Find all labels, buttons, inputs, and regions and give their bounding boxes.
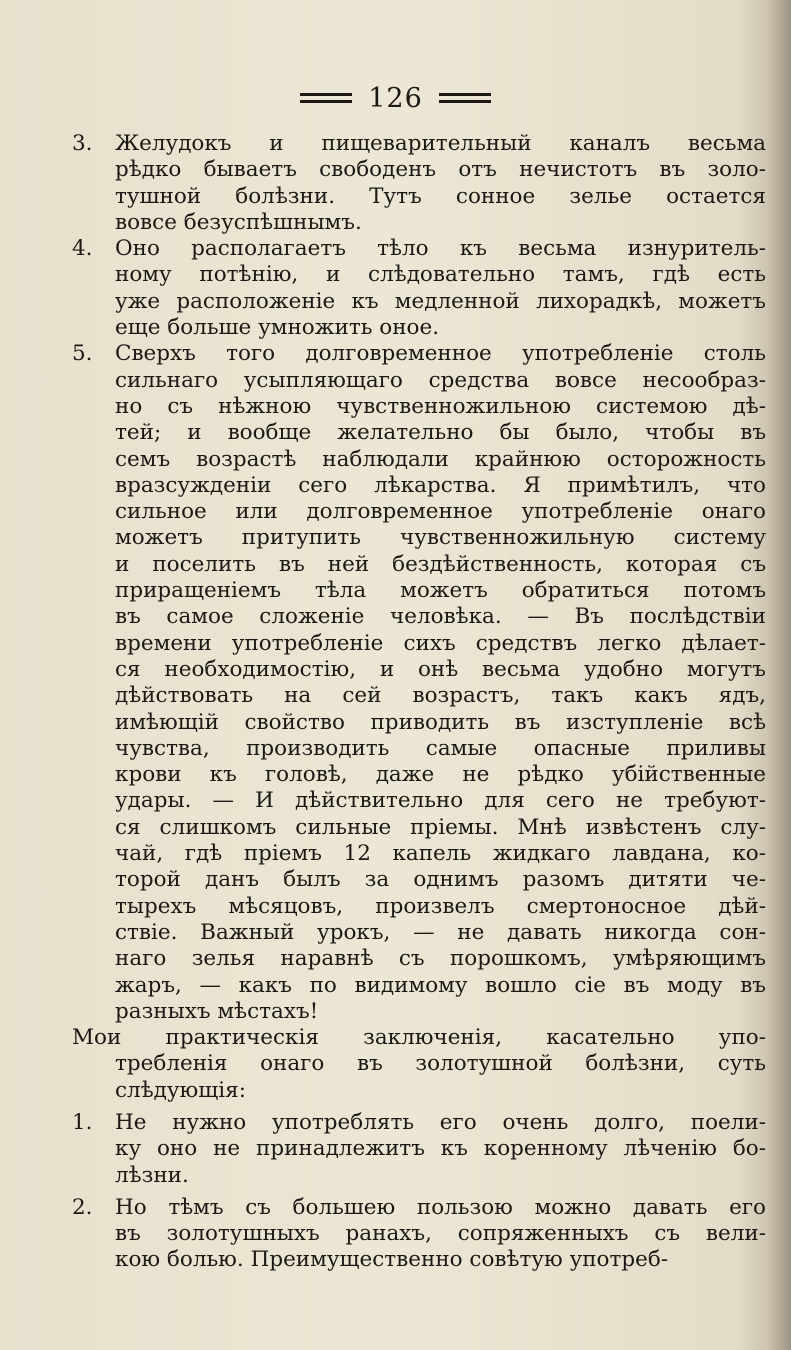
text-line: еще больше умножить оное. — [115, 315, 440, 341]
page-text — [72, 131, 766, 1274]
text-line: вразсужденіи сего лѣкарства. Я примѣтилъ, что — [115, 472, 766, 498]
text-line: въ золотушныхъ ранахъ, сопряженныхъ съ вели- — [115, 1221, 766, 1247]
text-line: ся необходимостію, и онѣ весьма удобно могутъ — [115, 656, 766, 682]
right-ornament-rule — [439, 93, 491, 103]
text-line: ку оно не принадлежитъ къ коренному лѣченію бо- — [115, 1136, 766, 1162]
text-line: вовсе безуспѣшнымъ. — [115, 209, 362, 235]
item-number: 3. — [72, 131, 93, 156]
text-line: Сверхъ того долговременное употребленіе столь — [115, 341, 766, 367]
text-line: можетъ притупить чувственножильную систему — [115, 525, 766, 551]
text-line: удары. — И дѣйствительно для сего не требуют- — [115, 788, 766, 814]
text-line: лѣзни. — [115, 1162, 189, 1188]
text-line: кою болью. Преимущественно совѣтую употреб- — [115, 1247, 669, 1273]
text-line: тушной болѣзни. Тутъ сонное зелье остается — [115, 183, 766, 209]
text-line: слѣдующія: — [115, 1077, 246, 1103]
item-number: 5. — [72, 341, 93, 367]
text-line: чай, гдѣ пріемъ 12 капель жидкаго лавдана, ко- — [115, 841, 766, 867]
numbered-paragraph — [72, 236, 766, 341]
numbered-paragraph — [72, 131, 766, 236]
item-body — [115, 236, 766, 341]
text-line: дѣйствовать на сей возрастъ, такъ какъ ядъ, — [115, 683, 766, 709]
left-ornament-rule — [300, 93, 352, 103]
text-line: сильнаго усыпляющаго средства вовсе несообраз- — [115, 367, 766, 393]
text-line: жаръ, — какъ по видимому вошло сіе въ моду въ — [115, 972, 766, 998]
page-header — [0, 78, 791, 118]
item-number: 1. — [72, 1109, 93, 1135]
item-number: 2. — [72, 1194, 93, 1220]
text-line: Оно располагаетъ тѣло къ весьма изнуритель- — [115, 236, 766, 262]
text-line: ся слишкомъ сильные пріемы. Мнѣ извѣстенъ слу- — [115, 814, 766, 840]
text-line: торой данъ былъ за однимъ разомъ дитяти че- — [115, 867, 766, 893]
conclusion-item — [72, 1195, 766, 1274]
text-line: времени употребленіе сихъ средствъ легко дѣлает- — [115, 630, 766, 656]
text-line: но съ нѣжною чувственножильною системою дѣ- — [115, 393, 766, 419]
text-line: Но тѣмъ съ большею пользою можно давать его — [115, 1194, 766, 1220]
text-line: разныхъ мѣстахъ! — [115, 998, 319, 1024]
text-line: Не нужно употреблять его очень долго, поели- — [115, 1109, 766, 1135]
text-line: тей; и вообще желательно бы было, чтобы въ — [115, 420, 766, 446]
text-line: семъ возрастѣ наблюдали крайнюю осторожность — [115, 446, 766, 472]
conclusion-paragraph — [72, 1025, 766, 1104]
text-line: чувства, производить самые опасные приливы — [115, 735, 766, 761]
text-line: и поселить въ ней бездѣйственность, которая съ — [115, 551, 766, 577]
text-line: ствіе. Важный урокъ, — не давать никогда сон- — [115, 919, 766, 945]
item-body — [115, 131, 766, 236]
text-line: Мои практическія заключенія, касательно упо- — [72, 1025, 766, 1051]
page-number: 126 — [368, 82, 423, 114]
text-line: крови къ головѣ, даже не рѣдко убійственные — [115, 762, 766, 788]
text-line: тырехъ мѣсяцовъ, произвелъ смертоносное дѣй- — [115, 893, 766, 919]
text-line: въ самое сложеніе человѣка. — Въ послѣдствіи — [115, 604, 766, 630]
text-line: уже расположеніе къ медленной лихорадкѣ, можетъ — [115, 288, 766, 314]
conclusion-item — [72, 1110, 766, 1189]
item-body — [115, 1110, 766, 1189]
text-line: имѣющій свойство приводить въ изступленіе всѣ — [115, 709, 766, 735]
text-line: ному потѣнію, и слѣдовательно тамъ, гдѣ есть — [115, 262, 766, 288]
text-line: наго зелья наравнѣ съ порошкомъ, умѣряющимъ — [115, 946, 766, 972]
item-body — [115, 341, 766, 1025]
text-line: рѣдко бываетъ свободенъ отъ нечистотъ въ золо- — [115, 157, 766, 183]
numbered-paragraph — [72, 341, 766, 1025]
text-line: приращеніемъ тѣла можетъ обратиться потомъ — [115, 578, 766, 604]
text-line: Желудокъ и пищеварительный каналъ весьма — [115, 131, 766, 156]
text-line: сильное или долговременное употребленіе онаго — [115, 499, 766, 525]
item-number: 4. — [72, 236, 93, 262]
item-body — [115, 1195, 766, 1274]
text-line: требленія онаго въ золотушной болѣзни, суть — [115, 1051, 766, 1077]
